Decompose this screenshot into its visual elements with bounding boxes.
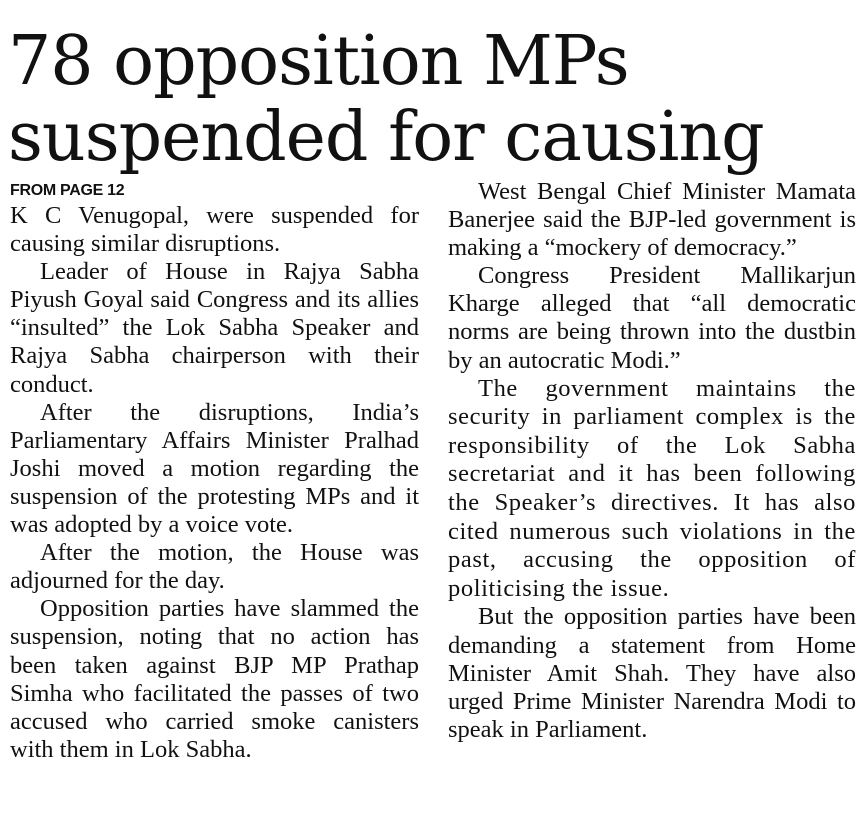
article-column-left — [10, 180, 419, 764]
headline-line-1: 78 opposition MPs — [8, 22, 629, 101]
paragraph: West Bengal Chief Minister Mamata Banerjee said the BJP-led government is making a “mockery of democracy.” — [448, 178, 856, 262]
paragraph: After the motion, the House was adjourned for the day. — [10, 539, 419, 595]
paragraph: After the disruptions, India’s Parliamentary Affairs Minister Pralhad Joshi moved a motion regarding the suspension of the protesting MPs and it was adopted by a voice vote. — [10, 398, 419, 539]
dateline: FROM PAGE 12 — [10, 182, 125, 199]
article-column-right — [448, 178, 856, 744]
paragraph: Congress President Mallikarjun Kharge alleged that “all democratic norms are being thrown into the dustbin by an autocratic Modi.” — [448, 262, 856, 374]
paragraph: The government maintains the security in parliament complex is the responsibility of the Lok Sabha secretariat and it has been following the Speaker’s directives. It has also cited numerous such violations in the past, accusing the opposition of politicising the issue. — [448, 374, 856, 602]
paragraph: Opposition parties have slammed the suspension, noting that no action has been taken against BJP MP Prathap Simha who facilitated the passes of two accused who carried smoke canisters with them in Lok Sabha. — [10, 595, 419, 763]
paragraph: K C Venugopal, were suspended for causing similar disruptions. — [10, 202, 419, 258]
paragraph: Leader of House in Rajya Sabha Piyush Goyal said Congress and its allies “insulted” the Lok Sabha Speaker and Rajya Sabha chairperson with their conduct. — [10, 258, 419, 398]
headline-line-2: suspended for causing — [8, 98, 764, 177]
paragraph: But the opposition parties have been demanding a statement from Home Minister Amit Shah. They have also urged Prime Minister Narendra Modi to speak in Parliament. — [448, 603, 856, 743]
headline — [8, 24, 858, 176]
